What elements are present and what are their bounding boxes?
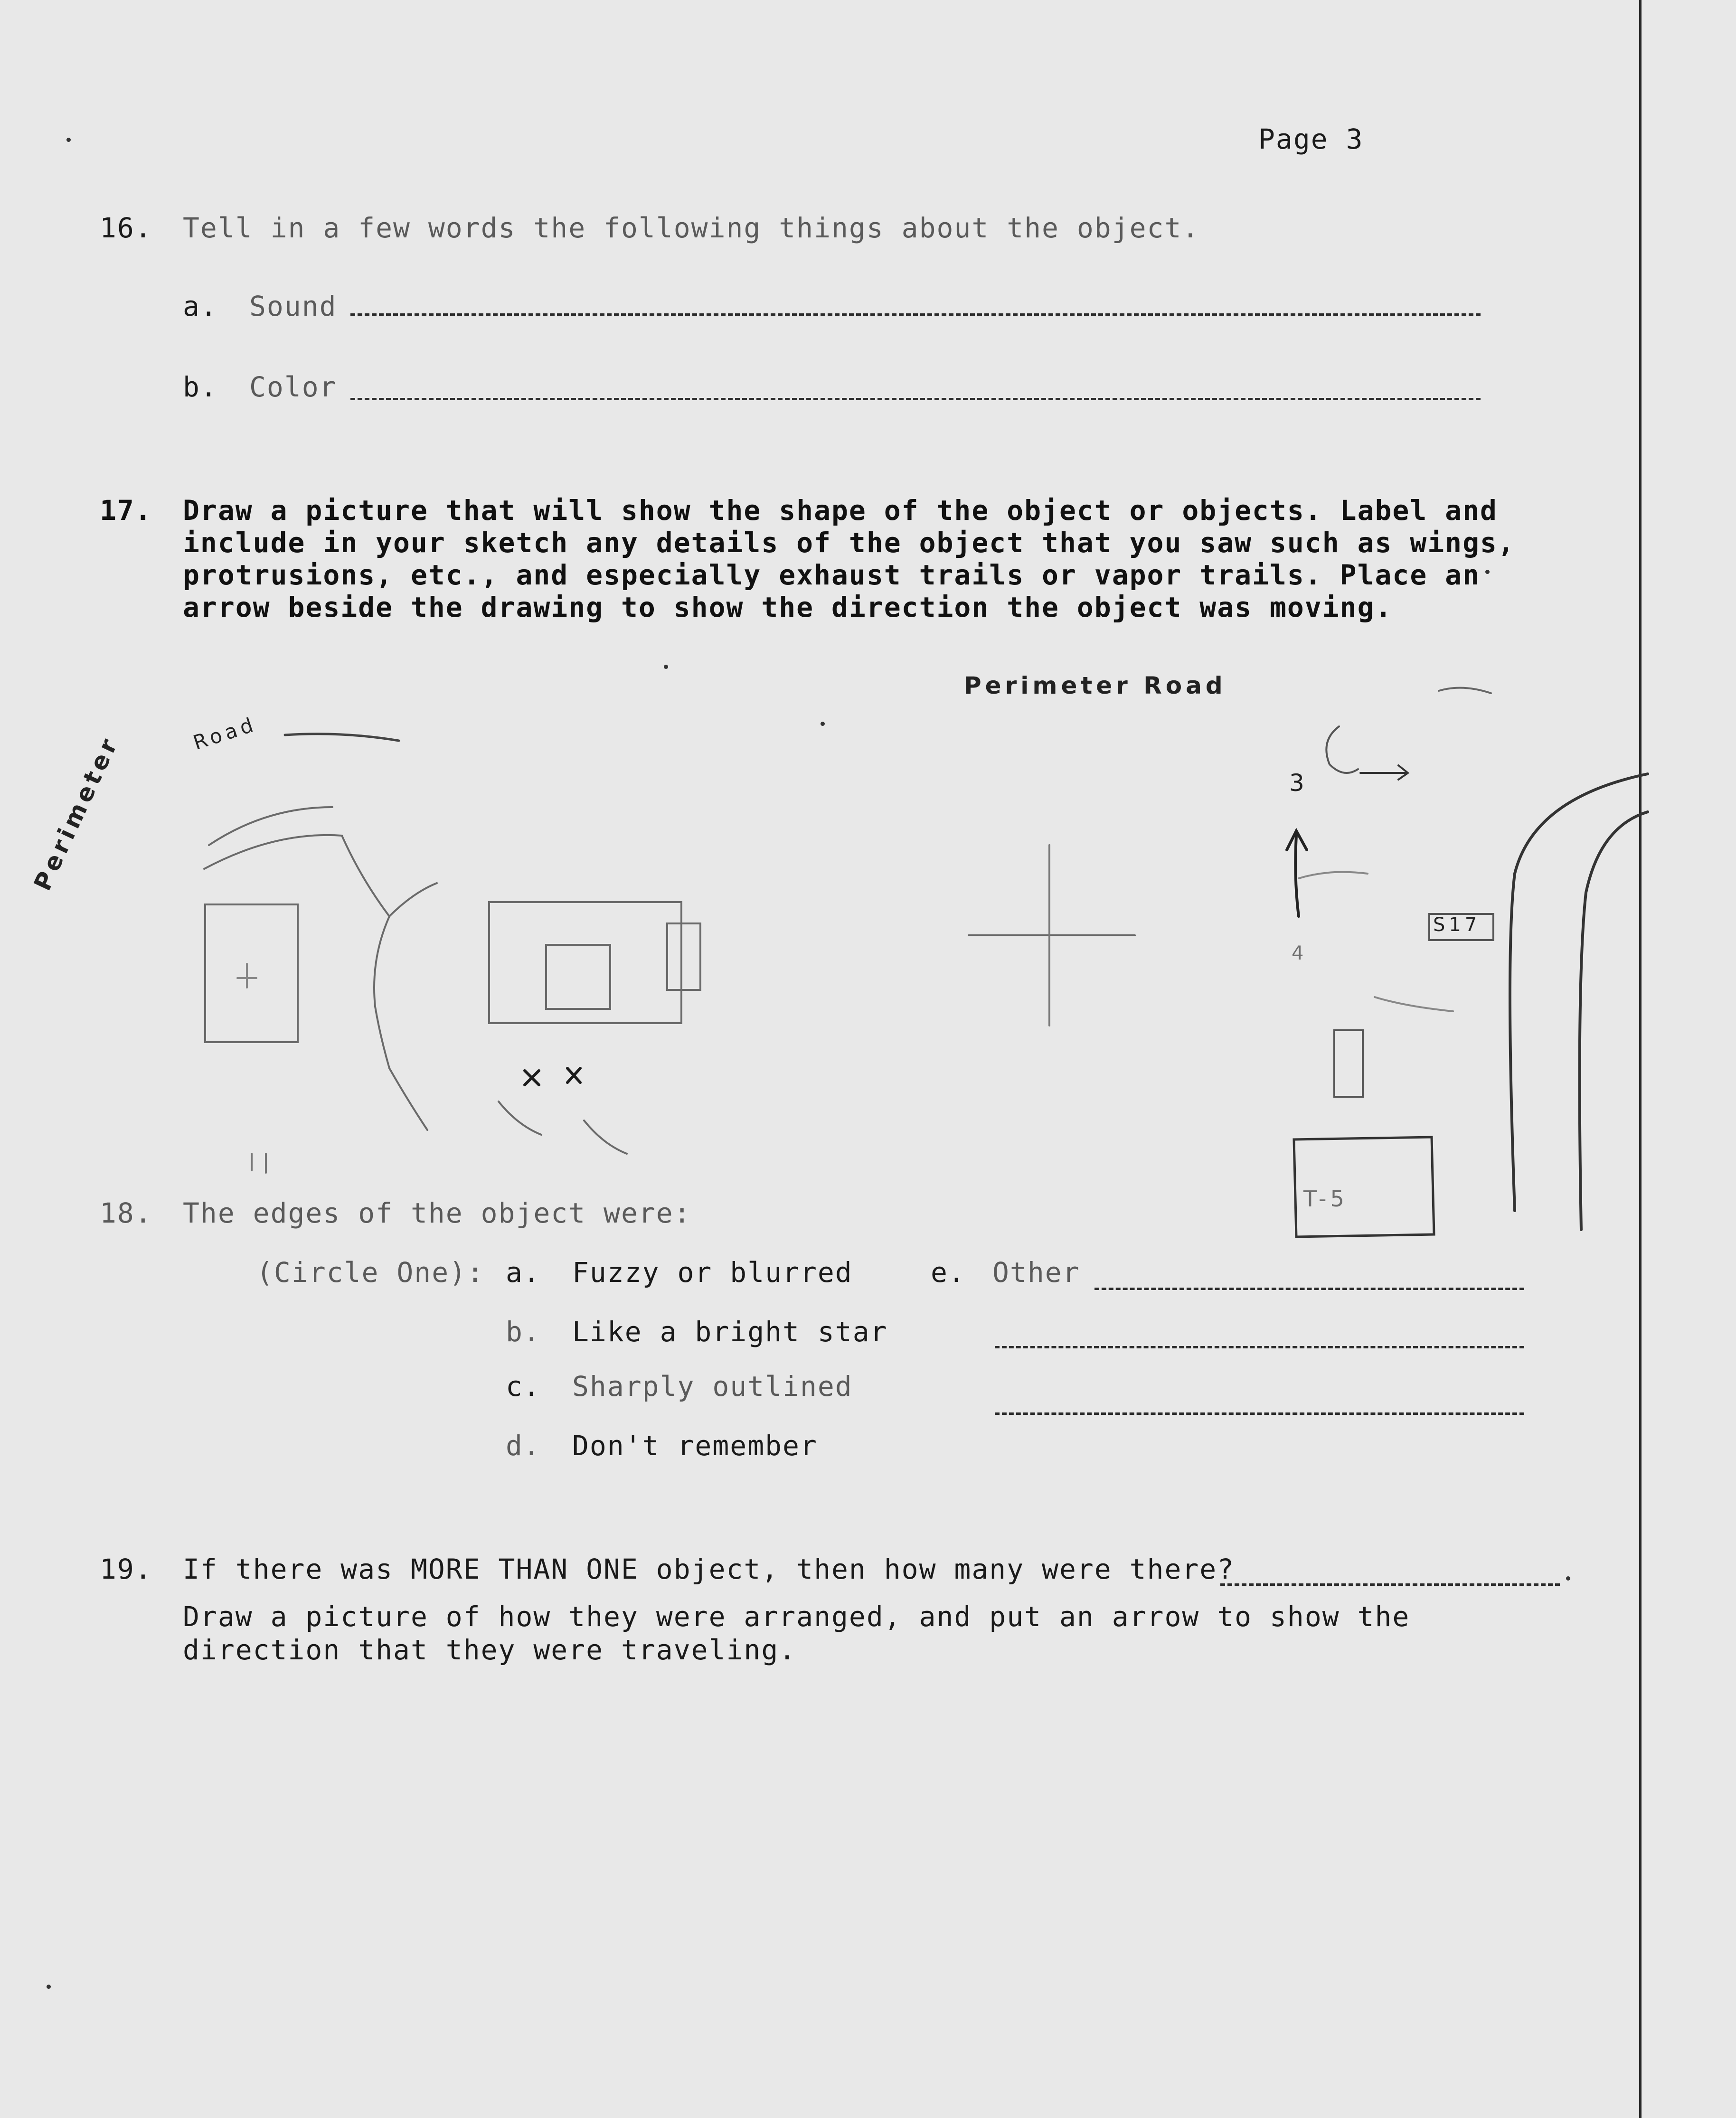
scan-speck	[66, 138, 71, 142]
building-4-label: 4	[1292, 942, 1308, 964]
scan-speck	[664, 665, 668, 669]
q18-prompt: The edges of the object were:	[183, 1197, 691, 1229]
q17-line-4: arrow beside the drawing to show the direction the object was moving.	[183, 591, 1393, 623]
q18-c-label: c.	[506, 1370, 541, 1403]
scan-speck	[821, 722, 825, 726]
other-answer-line-2[interactable]	[995, 1346, 1524, 1348]
q17-line-1: Draw a picture that will show the shape of the object or objects. Label and	[183, 494, 1498, 527]
q16-a-label: a.	[183, 290, 218, 322]
q18-a-label: a.	[506, 1256, 541, 1289]
object-marks	[522, 1056, 535, 1057]
perimeter-left-label: Perimeter	[28, 731, 124, 895]
q16-number: 16.	[100, 212, 152, 244]
q16-prompt: Tell in a few words the following things about the object.	[183, 212, 1200, 244]
page-number: Page 3	[1258, 123, 1364, 155]
q17-line-3: protrusions, etc., and especially exhaust trails or vapor trails. Place an	[183, 559, 1481, 591]
q19-line-3: direction that they were traveling.	[183, 1634, 797, 1666]
q19-line-2: Draw a picture of how they were arranged, and put an arrow to show the	[183, 1600, 1410, 1633]
q18-number: 18.	[100, 1197, 152, 1229]
option-sharply-outlined[interactable]: Sharply outlined	[572, 1370, 853, 1403]
option-fuzzy[interactable]: Fuzzy or blurred	[572, 1256, 853, 1289]
q18-d-label: d.	[506, 1430, 541, 1462]
building-s17-label: S17	[1433, 914, 1481, 936]
road-left-label: Road	[190, 712, 260, 755]
q16-color-label: Color	[249, 371, 337, 403]
option-other[interactable]: Other	[992, 1256, 1080, 1289]
other-answer-line-1[interactable]	[1094, 1288, 1524, 1290]
q16-b-label: b.	[183, 371, 218, 403]
scan-speck	[47, 1985, 51, 1989]
scan-speck	[1485, 570, 1490, 574]
q18-e-label: e.	[931, 1256, 966, 1289]
q18-circle-one: (Circle One):	[256, 1256, 484, 1289]
q19-number: 19.	[100, 1553, 152, 1585]
building-t5-label: T-5	[1303, 1186, 1348, 1212]
q17-line-2: include in your sketch any details of the object that you saw such as wings,	[183, 527, 1515, 559]
q16-sound-label: Sound	[249, 290, 337, 322]
perimeter-road-top-label: Perimeter Road	[964, 672, 1227, 699]
how-many-answer-line[interactable]	[1220, 1583, 1560, 1586]
other-answer-line-3[interactable]	[995, 1412, 1524, 1415]
q19-line-1: If there was MORE THAN ONE object, then how many were there?	[183, 1553, 1235, 1585]
option-dont-remember[interactable]: Don't remember	[572, 1430, 818, 1462]
building-3-label: 3	[1289, 769, 1308, 797]
option-bright-star[interactable]: Like a bright star	[572, 1316, 888, 1348]
period-mark	[1566, 1576, 1570, 1581]
q18-b-label: b.	[506, 1316, 541, 1348]
q17-number: 17.	[100, 494, 152, 527]
